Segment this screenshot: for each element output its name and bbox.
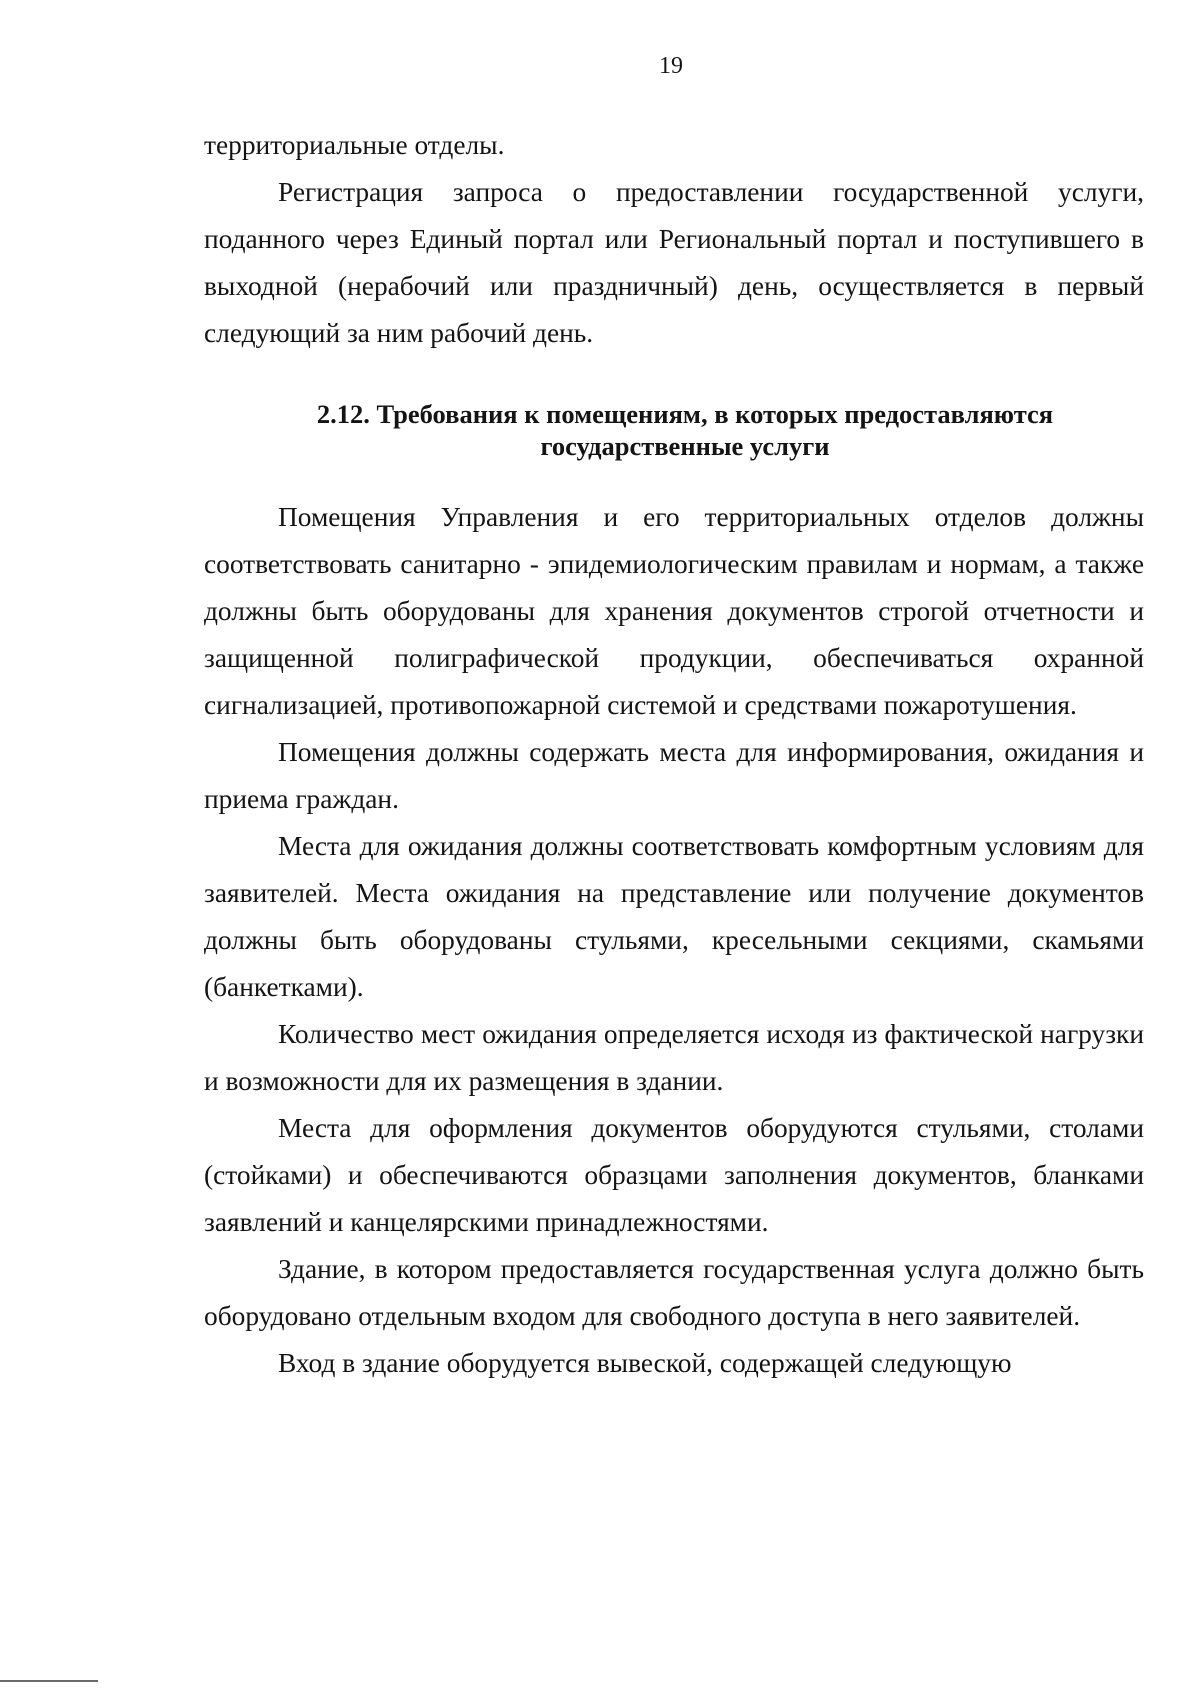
- scan-edge-mark: [0, 1680, 98, 1682]
- paragraph-waiting-places: Места для ожидания должны соответствовать комфортным условиям для заявителей. Места ожидания на представление или получение документов должны быть оборудованы стульями, кресельными секциями, скамьями (банкетками).: [204, 831, 1144, 1002]
- section-heading-line-2: государственные услуги: [540, 431, 830, 461]
- section-heading-line-1: 2.12. Требования к помещениям, в которых предоставляются: [316, 399, 1054, 429]
- paragraph-premises-requirements: Помещения Управления и его территориальных отделов должны соответствовать санитарно - эпидемиологическим правилам и нормам, а также должны быть оборудованы для хранения документов строгой отчетности и защищенной полиграфической продукции, обеспечиваться охранной сигнализацией, противопожарной системой и средствами пожаротушения.: [204, 502, 1144, 720]
- paragraph-waiting-count: Количество мест ожидания определяется исходя из фактической нагрузки и возможности для их размещения в здании.: [204, 1019, 1144, 1096]
- paragraph-premises-places: Помещения должны содержать места для информирования, ожидания и приема граждан.: [204, 737, 1144, 814]
- paragraph-document-places: Места для оформления документов оборудуются стульями, столами (стойками) и обеспечиваются образцами заполнения документов, бланками заявлений и канцелярскими принадлежностями.: [204, 1113, 1144, 1237]
- page-number: 19: [659, 53, 683, 79]
- document-body: [204, 122, 1144, 1387]
- paragraph-entrance-sign: Вход в здание оборудуется вывеской, содержащей следующую: [278, 1348, 1012, 1378]
- paragraph-building-entrance: Здание, в котором предоставляется государственная услуга должно быть оборудовано отдельным входом для свободного доступа в него заявителей.: [204, 1254, 1144, 1331]
- paragraph-continuation: территориальные отделы.: [204, 130, 505, 160]
- section-heading: [204, 398, 1144, 462]
- paragraph-registration: Регистрация запроса о предоставлении государственной услуги, поданного через Единый портал или Региональный портал и поступившего в выходной (нерабочий или праздничный) день, осуществляется в первый следующий за ним рабочий день.: [204, 177, 1144, 348]
